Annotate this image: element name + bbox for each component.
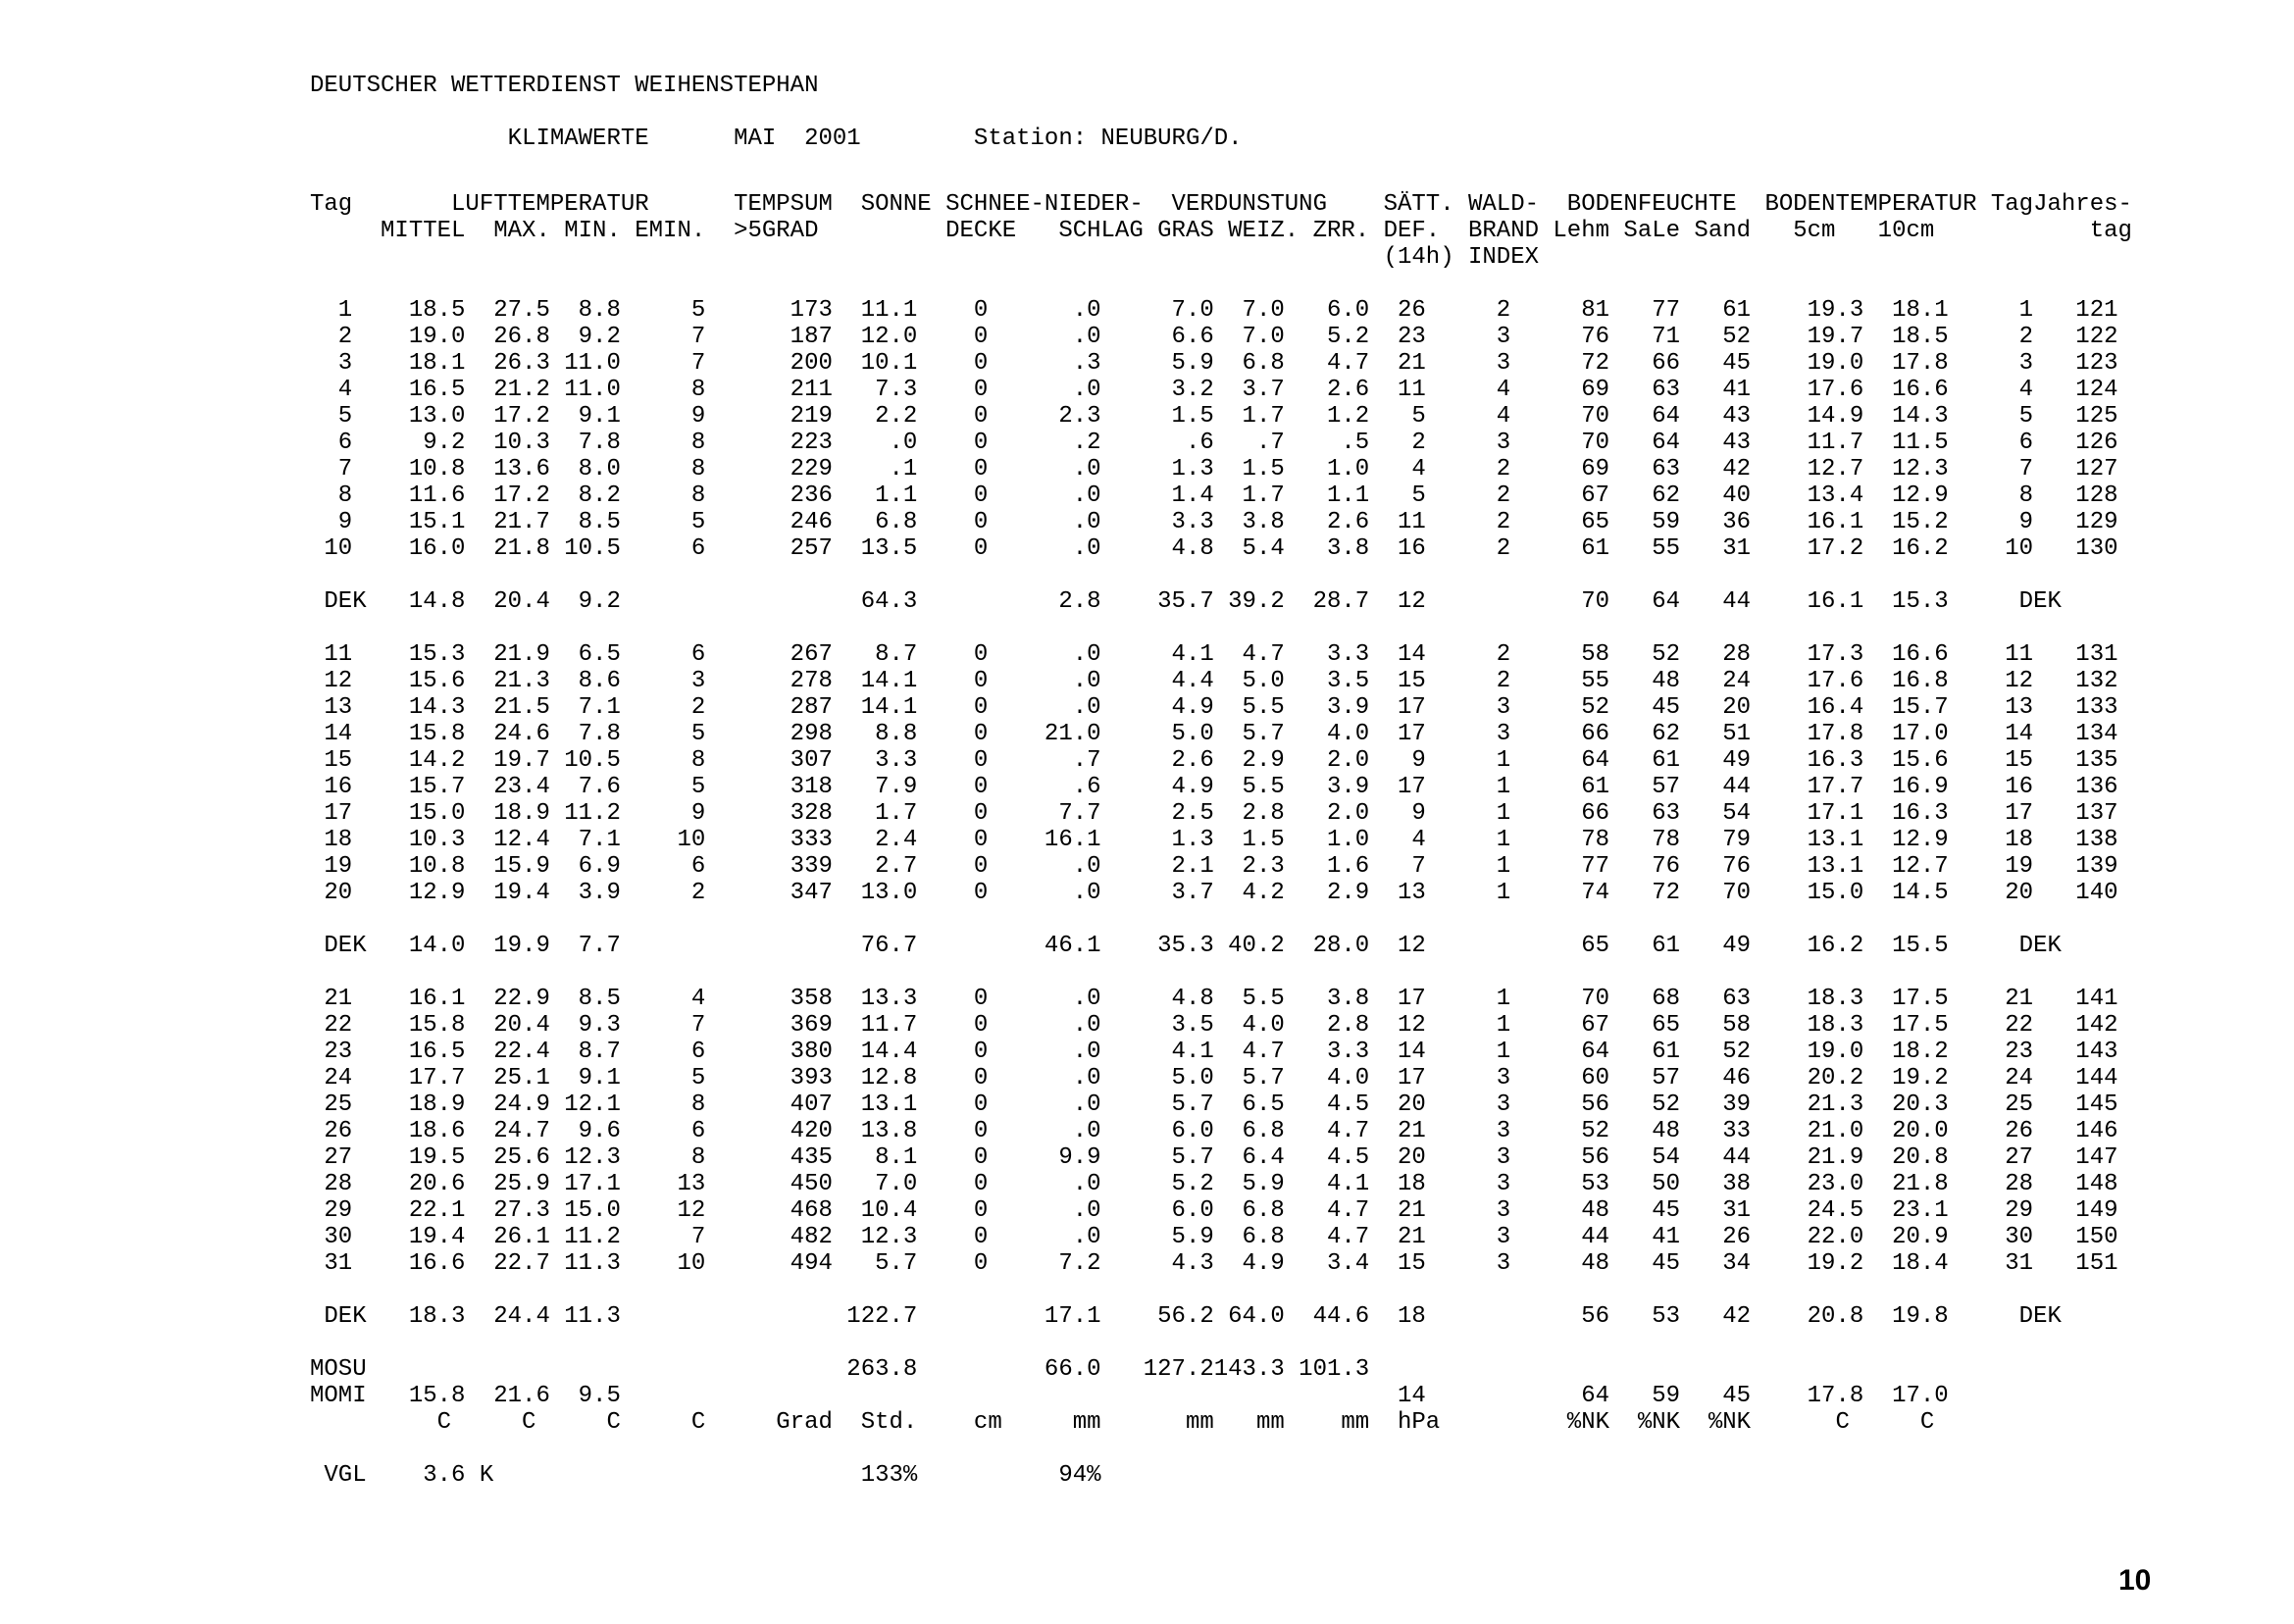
table-row-day-14: 14 15.8 24.6 7.8 5 298 8.8 0 21.0 5.0 5.7 4.0 17 3 66 62 51 17.8 17.0 14 134 (310, 721, 2118, 747)
table-row-day-12: 12 15.6 21.3 8.6 3 278 14.1 0 .0 4.4 5.0 3.5 15 2 55 48 24 17.6 16.8 12 132 (310, 668, 2118, 694)
table-header-row-3: (14h) INDEX (310, 244, 1540, 271)
page-number-text: 10 (2118, 1564, 2152, 1597)
table-row-day-25: 25 18.9 24.9 12.1 8 407 13.1 0 .0 5.7 6.5 4.5 20 3 56 52 39 21.3 20.3 25 145 (310, 1091, 2118, 1118)
table-row-day-13: 13 14.3 21.5 7.1 2 287 14.1 0 .0 4.9 5.5 3.9 17 3 52 45 20 16.4 15.7 13 133 (310, 694, 2118, 721)
blank-line (310, 1330, 2132, 1356)
table-row-day-6: 6 9.2 10.3 7.8 8 223 .0 0 .2 .6 .7 .5 2 3 70 64 43 11.7 11.5 6 126 (310, 430, 2118, 456)
dek-summary-row-1: DEK 14.8 20.4 9.2 64.3 2.8 35.7 39.2 28.7 12 70 64 44 16.1 15.3 DEK (310, 588, 2062, 615)
table-row-day-9: 9 15.1 21.7 8.5 5 246 6.8 0 .0 3.3 3.8 2.6 11 2 65 59 36 16.1 15.2 9 129 (310, 509, 2118, 535)
blank-line (310, 562, 2132, 588)
table-row-day-18: 18 10.3 12.4 7.1 10 333 2.4 0 16.1 1.3 1.5 1.0 4 1 78 78 79 13.1 12.9 18 138 (310, 827, 2118, 853)
table-row-day-22: 22 15.8 20.4 9.3 7 369 11.7 0 .0 3.5 4.0 2.8 12 1 67 65 58 18.3 17.5 22 142 (310, 1012, 2118, 1039)
blank-line (310, 959, 2132, 986)
table-row-day-28: 28 20.6 25.9 17.1 13 450 7.0 0 .0 5.2 5.9 4.1 18 3 53 50 38 23.0 21.8 28 148 (310, 1171, 2118, 1197)
blank-line (310, 271, 2132, 297)
table-row-day-7: 7 10.8 13.6 8.0 8 229 .1 0 .0 1.3 1.5 1.0 4 2 69 63 42 12.7 12.3 7 127 (310, 456, 2118, 482)
blank-line (310, 99, 2132, 126)
table-row-day-19: 19 10.8 15.9 6.9 6 339 2.7 0 .0 2.1 2.3 1.6 7 1 77 76 76 13.1 12.7 19 139 (310, 853, 2118, 880)
blank-line (310, 1277, 2132, 1303)
dek-summary-row-2: DEK 14.0 19.9 7.7 76.7 46.1 35.3 40.2 28.0 12 65 61 49 16.2 15.5 DEK (310, 933, 2062, 959)
table-row-day-26: 26 18.6 24.7 9.6 6 420 13.8 0 .0 6.0 6.8 4.7 21 3 52 48 33 21.0 20.0 26 146 (310, 1118, 2118, 1144)
table-row-day-8: 8 11.6 17.2 8.2 8 236 1.1 0 .0 1.4 1.7 1.1 5 2 67 62 40 13.4 12.9 8 128 (310, 482, 2118, 509)
table-row-day-17: 17 15.0 18.9 11.2 9 328 1.7 0 7.7 2.5 2.8 2.0 9 1 66 63 54 17.1 16.3 17 137 (310, 800, 2118, 827)
table-row-day-30: 30 19.4 26.1 11.2 7 482 12.3 0 .0 5.9 6.8 4.7 21 3 44 41 26 22.0 20.9 30 150 (310, 1224, 2118, 1250)
month-sum-row: MOSU 263.8 66.0 127.2143.3 101.3 (310, 1356, 1370, 1383)
units-row: C C C C Grad Std. cm mm mm mm mm hPa %NK %NK %NK C C (310, 1409, 1935, 1436)
table-row-day-31: 31 16.6 22.7 11.3 10 494 5.7 0 7.2 4.3 4.9 3.4 15 3 48 45 34 19.2 18.4 31 151 (310, 1250, 2118, 1277)
month-mean-row: MOMI 15.8 21.6 9.5 14 64 59 45 17.8 17.0 (310, 1383, 1949, 1409)
dek-summary-row-3: DEK 18.3 24.4 11.3 122.7 17.1 56.2 64.0 44.6 18 56 53 42 20.8 19.8 DEK (310, 1303, 2062, 1330)
table-row-day-24: 24 17.7 25.1 9.1 5 393 12.8 0 .0 5.0 5.7 4.0 17 3 60 57 46 20.2 19.2 24 144 (310, 1065, 2118, 1091)
table-row-day-11: 11 15.3 21.9 6.5 6 267 8.7 0 .0 4.1 4.7 3.3 14 2 58 52 28 17.3 16.6 11 131 (310, 641, 2118, 668)
table-row-day-16: 16 15.7 23.4 7.6 5 318 7.9 0 .6 4.9 5.5 3.9 17 1 61 57 44 17.7 16.9 16 136 (310, 774, 2118, 800)
table-row-day-4: 4 16.5 21.2 11.0 8 211 7.3 0 .0 3.2 3.7 2.6 11 4 69 63 41 17.6 16.6 4 124 (310, 377, 2118, 403)
blank-line (310, 906, 2132, 933)
table-row-day-21: 21 16.1 22.9 8.5 4 358 13.3 0 .0 4.8 5.5 3.8 17 1 70 68 63 18.3 17.5 21 141 (310, 986, 2118, 1012)
table-row-day-27: 27 19.5 25.6 12.3 8 435 8.1 0 9.9 5.7 6.4 4.5 20 3 56 54 44 21.9 20.8 27 147 (310, 1144, 2118, 1171)
vgl-row: VGL 3.6 K 133% 94% (310, 1462, 1101, 1489)
table-row-day-5: 5 13.0 17.2 9.1 9 219 2.2 0 2.3 1.5 1.7 1.2 5 4 70 64 43 14.9 14.3 5 125 (310, 403, 2118, 430)
table-row-day-20: 20 12.9 19.4 3.9 2 347 13.0 0 .0 3.7 4.2 2.9 13 1 74 72 70 15.0 14.5 20 140 (310, 880, 2118, 906)
table-header-row-1: Tag LUFTTEMPERATUR TEMPSUM SONNE SCHNEE-NIEDER- VERDUNSTUNG SÄTT. WALD- BODENFEUCHTE BODENTEMPERATUR TagJahres- (310, 191, 2132, 218)
table-row-day-29: 29 22.1 27.3 15.0 12 468 10.4 0 .0 6.0 6.8 4.7 21 3 48 45 31 24.5 23.1 29 149 (310, 1197, 2118, 1224)
table-row-day-2: 2 19.0 26.8 9.2 7 187 12.0 0 .0 6.6 7.0 5.2 23 3 76 71 52 19.7 18.5 2 122 (310, 324, 2118, 350)
table-row-day-1: 1 18.5 27.5 8.8 5 173 11.1 0 .0 7.0 7.0 6.0 26 2 81 77 61 19.3 18.1 1 121 (310, 297, 2118, 324)
table-row-day-15: 15 14.2 19.7 10.5 8 307 3.3 0 .7 2.6 2.9 2.0 9 1 64 61 49 16.3 15.6 15 135 (310, 747, 2118, 774)
title-line: DEUTSCHER WETTERDIENST WEIHENSTEPHAN (310, 73, 819, 99)
blank-line (310, 615, 2132, 641)
blank-line (310, 1436, 2132, 1462)
table-row-day-3: 3 18.1 26.3 11.0 7 200 10.1 0 .3 5.9 6.8 4.7 21 3 72 66 45 19.0 17.8 3 123 (310, 350, 2118, 377)
table-row-day-23: 23 16.5 22.4 8.7 6 380 14.4 0 .0 4.1 4.7 3.3 14 1 64 61 52 19.0 18.2 23 143 (310, 1039, 2118, 1065)
table-row-day-10: 10 16.0 21.8 10.5 6 257 13.5 0 .0 4.8 5.4 3.8 16 2 61 55 31 17.2 16.2 10 130 (310, 535, 2118, 562)
table-header-row-2: MITTEL MAX. MIN. EMIN. >5GRAD DECKE SCHLAG GRAS WEIZ. ZRR. DEF. BRAND Lehm SaLe Sand 5cm 10cm tag (310, 218, 2132, 244)
climate-report-text (310, 73, 2132, 1489)
blank-line (310, 152, 2132, 178)
subtitle-line: KLIMAWERTE MAI 2001 Station: NEUBURG/D. (310, 126, 1243, 152)
page-number (2118, 1564, 2152, 1597)
